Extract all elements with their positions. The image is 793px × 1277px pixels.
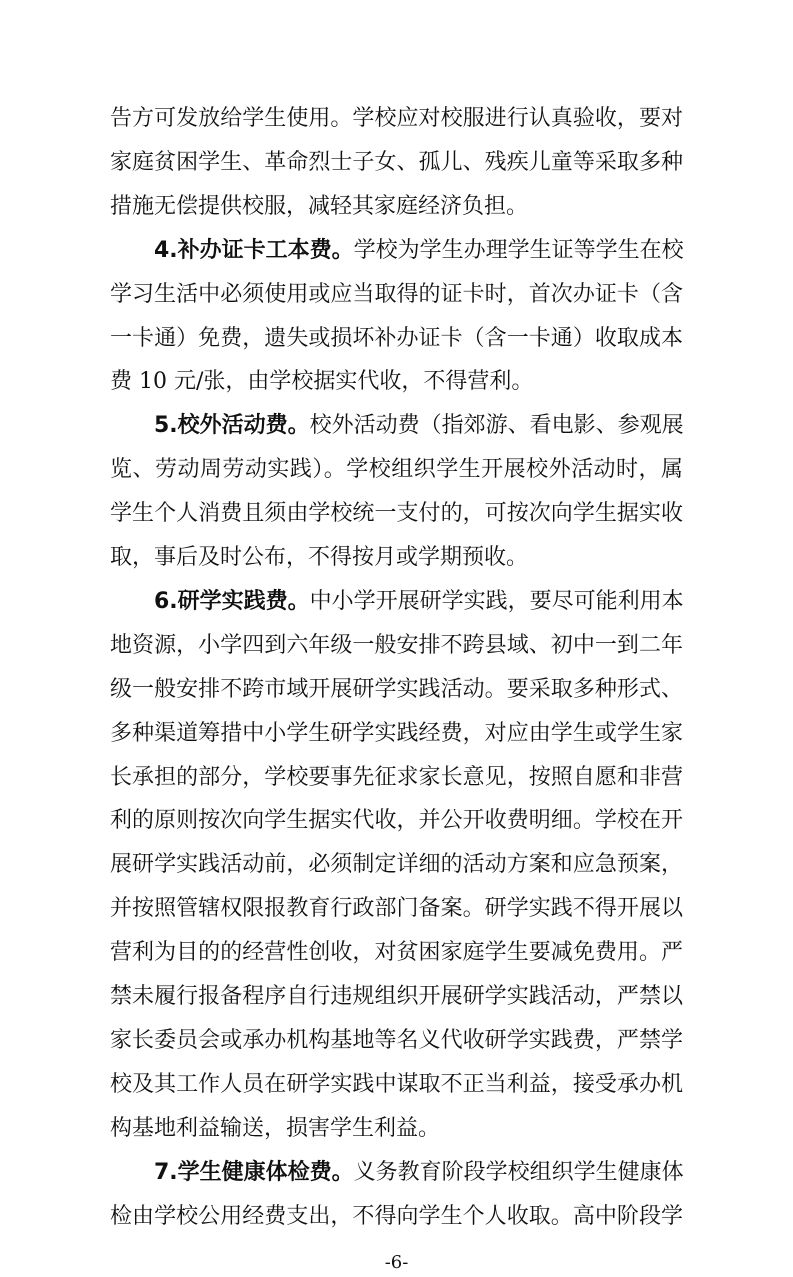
- section-5-first-line: [154, 407, 683, 445]
- body-text-line: 并按照管辖权限报教育行政部门备案。研学实践不得开展以: [110, 896, 683, 922]
- body-text-line: 级一般安排不跨市域开展研学实践活动。要采取多种形式、: [110, 676, 683, 702]
- section-7-heading: 7.学生健康体检费。: [154, 1159, 354, 1185]
- body-text-line: 一卡通）免费，遗失或损坏补办证卡（含一卡通）收取成本: [110, 325, 683, 351]
- body-text: 中小学开展研学实践，要尽可能利用本: [309, 588, 684, 614]
- page-number: -6-: [384, 1252, 409, 1274]
- body-text-line: 构基地利益输送，损害学生利益。: [110, 1115, 441, 1141]
- section-6-heading: 6.研学实践费。: [154, 588, 310, 614]
- body-text-line: 措施无偿提供校服，减轻其家庭经济负担。: [110, 193, 529, 219]
- body-text-line: 禁未履行报备程序自行违规组织开展研学实践活动，严禁以: [110, 984, 683, 1009]
- body-text-line: 营利为目的的经营性创收，对贫困家庭学生要减免费用。严: [110, 940, 683, 966]
- body-text-line: 展研学实践活动前，必须制定详细的活动方案和应急预案，: [110, 852, 683, 878]
- body-text-line: 校及其工作人员在研学实践中谋取不正当利益，接受承办机: [110, 1071, 683, 1097]
- section-5-heading: 5.校外活动费。: [154, 413, 310, 439]
- body-text-line: 地资源，小学四到六年级一般安排不跨县域、初中一到二年: [110, 632, 683, 658]
- body-text-line: 告方可发放给学生使用。学校应对校服进行认真验收，要对: [110, 106, 683, 131]
- body-text: 校外活动费（指郊游、看电影、参观展: [309, 413, 684, 439]
- body-text-line: 览、劳动周劳动实践）。学校组织学生开展校外活动时，属: [110, 457, 683, 483]
- body-text-line: 家庭贫困学生、革命烈士子女、孤儿、残疾儿童等采取多种: [110, 149, 683, 175]
- body-text: 义务教育阶段学校组织学生健康体: [353, 1159, 684, 1185]
- section-4-heading: 4.补办证卡工本费。: [154, 237, 354, 263]
- body-text-line: 长承担的部分，学校要事先征求家长意见，按照自愿和非营: [110, 764, 683, 790]
- section-6-first-line: [154, 583, 683, 621]
- body-text-line: 学生个人消费且须由学校统一支付的，可按次向学生据实收: [110, 501, 683, 527]
- section-4-first-line: [154, 232, 683, 270]
- section-7-first-line: [154, 1154, 683, 1192]
- body-text-line: 取，事后及时公布，不得按月或学期预收。: [110, 545, 529, 570]
- body-text-line: 家长委员会或承办机构基地等名义代收研学实践费，严禁学: [110, 1027, 683, 1053]
- body-text: 学校为学生办理学生证等学生在校: [353, 237, 684, 263]
- body-text-line: 利的原则按次向学生据实代收，并公开收费明细。学校在开: [110, 808, 683, 834]
- body-text-line: 检由学校公用经费支出，不得向学生个人收取。高中阶段学: [110, 1203, 683, 1229]
- body-text-line: 多种渠道筹措中小学生研学实践经费，对应由学生或学生家: [110, 720, 683, 746]
- body-text-line: 学习生活中必须使用或应当取得的证卡时，首次办证卡（含: [110, 281, 683, 307]
- body-text-line: 费 10 元/张，由学校据实代收，不得营利。: [110, 369, 534, 395]
